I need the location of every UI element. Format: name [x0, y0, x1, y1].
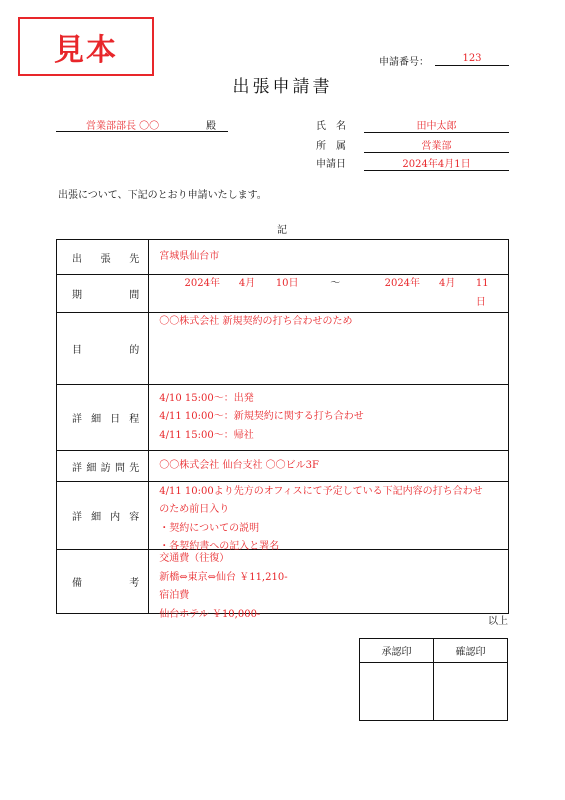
confirmation-stamp-box — [434, 663, 508, 721]
row-visit — [57, 451, 509, 482]
visit-label: 詳細訪問先 — [57, 451, 149, 482]
period-end-month: 4月 — [438, 278, 456, 289]
addressee-suffix: 殿 — [206, 121, 216, 132]
period-end-year: 2024年 — [384, 278, 421, 289]
details-table — [56, 239, 509, 620]
application-number: 123 — [435, 53, 509, 66]
notes-line: 交通費（往復） — [159, 553, 230, 564]
row-content — [57, 482, 509, 550]
content-line: ・各契約書への記入と署名 — [159, 541, 280, 552]
application-number-label: 申請番号： — [379, 57, 429, 68]
period-separator: ～ — [330, 278, 341, 289]
period-label: 期間 — [57, 275, 149, 313]
notes-line: 新橋⇔東京⇔仙台 ￥11,210- — [159, 571, 288, 583]
applicant-dept-label: 所 属 — [316, 141, 346, 152]
approval-stamp-box — [360, 663, 434, 721]
addressee — [56, 117, 228, 132]
intro-text: 出張について、下記のとおり申請いたします。 — [58, 190, 267, 201]
destination-label: 出張先 — [57, 240, 149, 275]
visit-value: 〇〇株式会社 仙台支社 〇〇ビル3F — [149, 451, 509, 482]
schedule-line: 4/11 10:00～：新規契約に関する打ち合わせ — [159, 411, 364, 423]
schedule-value — [149, 385, 509, 451]
content-label: 詳細内容 — [57, 482, 149, 550]
applicant-name: 田中太郎 — [364, 117, 509, 133]
purpose-value: 〇〇株式会社 新規契約の打ち合わせのため — [149, 313, 509, 385]
notes-line: 宿泊費 — [159, 590, 190, 601]
applicant-name-label: 氏 名 — [316, 121, 346, 132]
row-destination — [57, 240, 509, 275]
addressee-name: 営業部部長 〇〇 — [86, 121, 160, 132]
row-purpose — [57, 313, 509, 385]
schedule-line: 4/11 15:00～：帰社 — [159, 429, 254, 441]
row-schedule — [57, 385, 509, 451]
content-line: のため前日入り — [159, 504, 230, 515]
application-date-label: 申請日 — [316, 159, 346, 170]
ki-label: 記 — [277, 225, 287, 236]
row-notes — [57, 550, 509, 614]
period-start-year: 2024年 — [184, 278, 220, 289]
schedule-label: 詳細日程 — [57, 385, 149, 451]
content-line: ・契約についての説明 — [159, 522, 260, 534]
confirmation-header: 確認印 — [434, 639, 508, 663]
sample-stamp: 見本 — [18, 17, 154, 76]
period-end-day: 11日 — [475, 278, 489, 308]
purpose-label: 目的 — [57, 313, 149, 385]
schedule-line: 4/10 15:00～：出発 — [159, 392, 254, 404]
document-title: 出張申請書 — [232, 77, 333, 97]
row-period — [57, 275, 509, 313]
period-value — [149, 275, 509, 313]
notes-line: 仙台ホテル ￥10,000- — [159, 608, 261, 620]
ijo-label: 以上 — [488, 616, 508, 627]
destination-value: 宮城県仙台市 — [149, 240, 509, 275]
approval-header: 承認印 — [360, 639, 434, 663]
notes-value — [149, 550, 509, 620]
application-date: 2024年4月1日 — [364, 155, 509, 171]
period-start-month: 4月 — [238, 278, 256, 289]
approval-table — [359, 638, 508, 721]
period-start-day: 10日 — [275, 278, 299, 289]
content-value — [149, 482, 509, 550]
applicant-dept: 営業部 — [364, 137, 509, 153]
content-line: 4/11 10:00より先方のオフィスにて予定している下記内容の打ち合わせ — [159, 485, 483, 497]
notes-label: 備考 — [57, 550, 149, 614]
